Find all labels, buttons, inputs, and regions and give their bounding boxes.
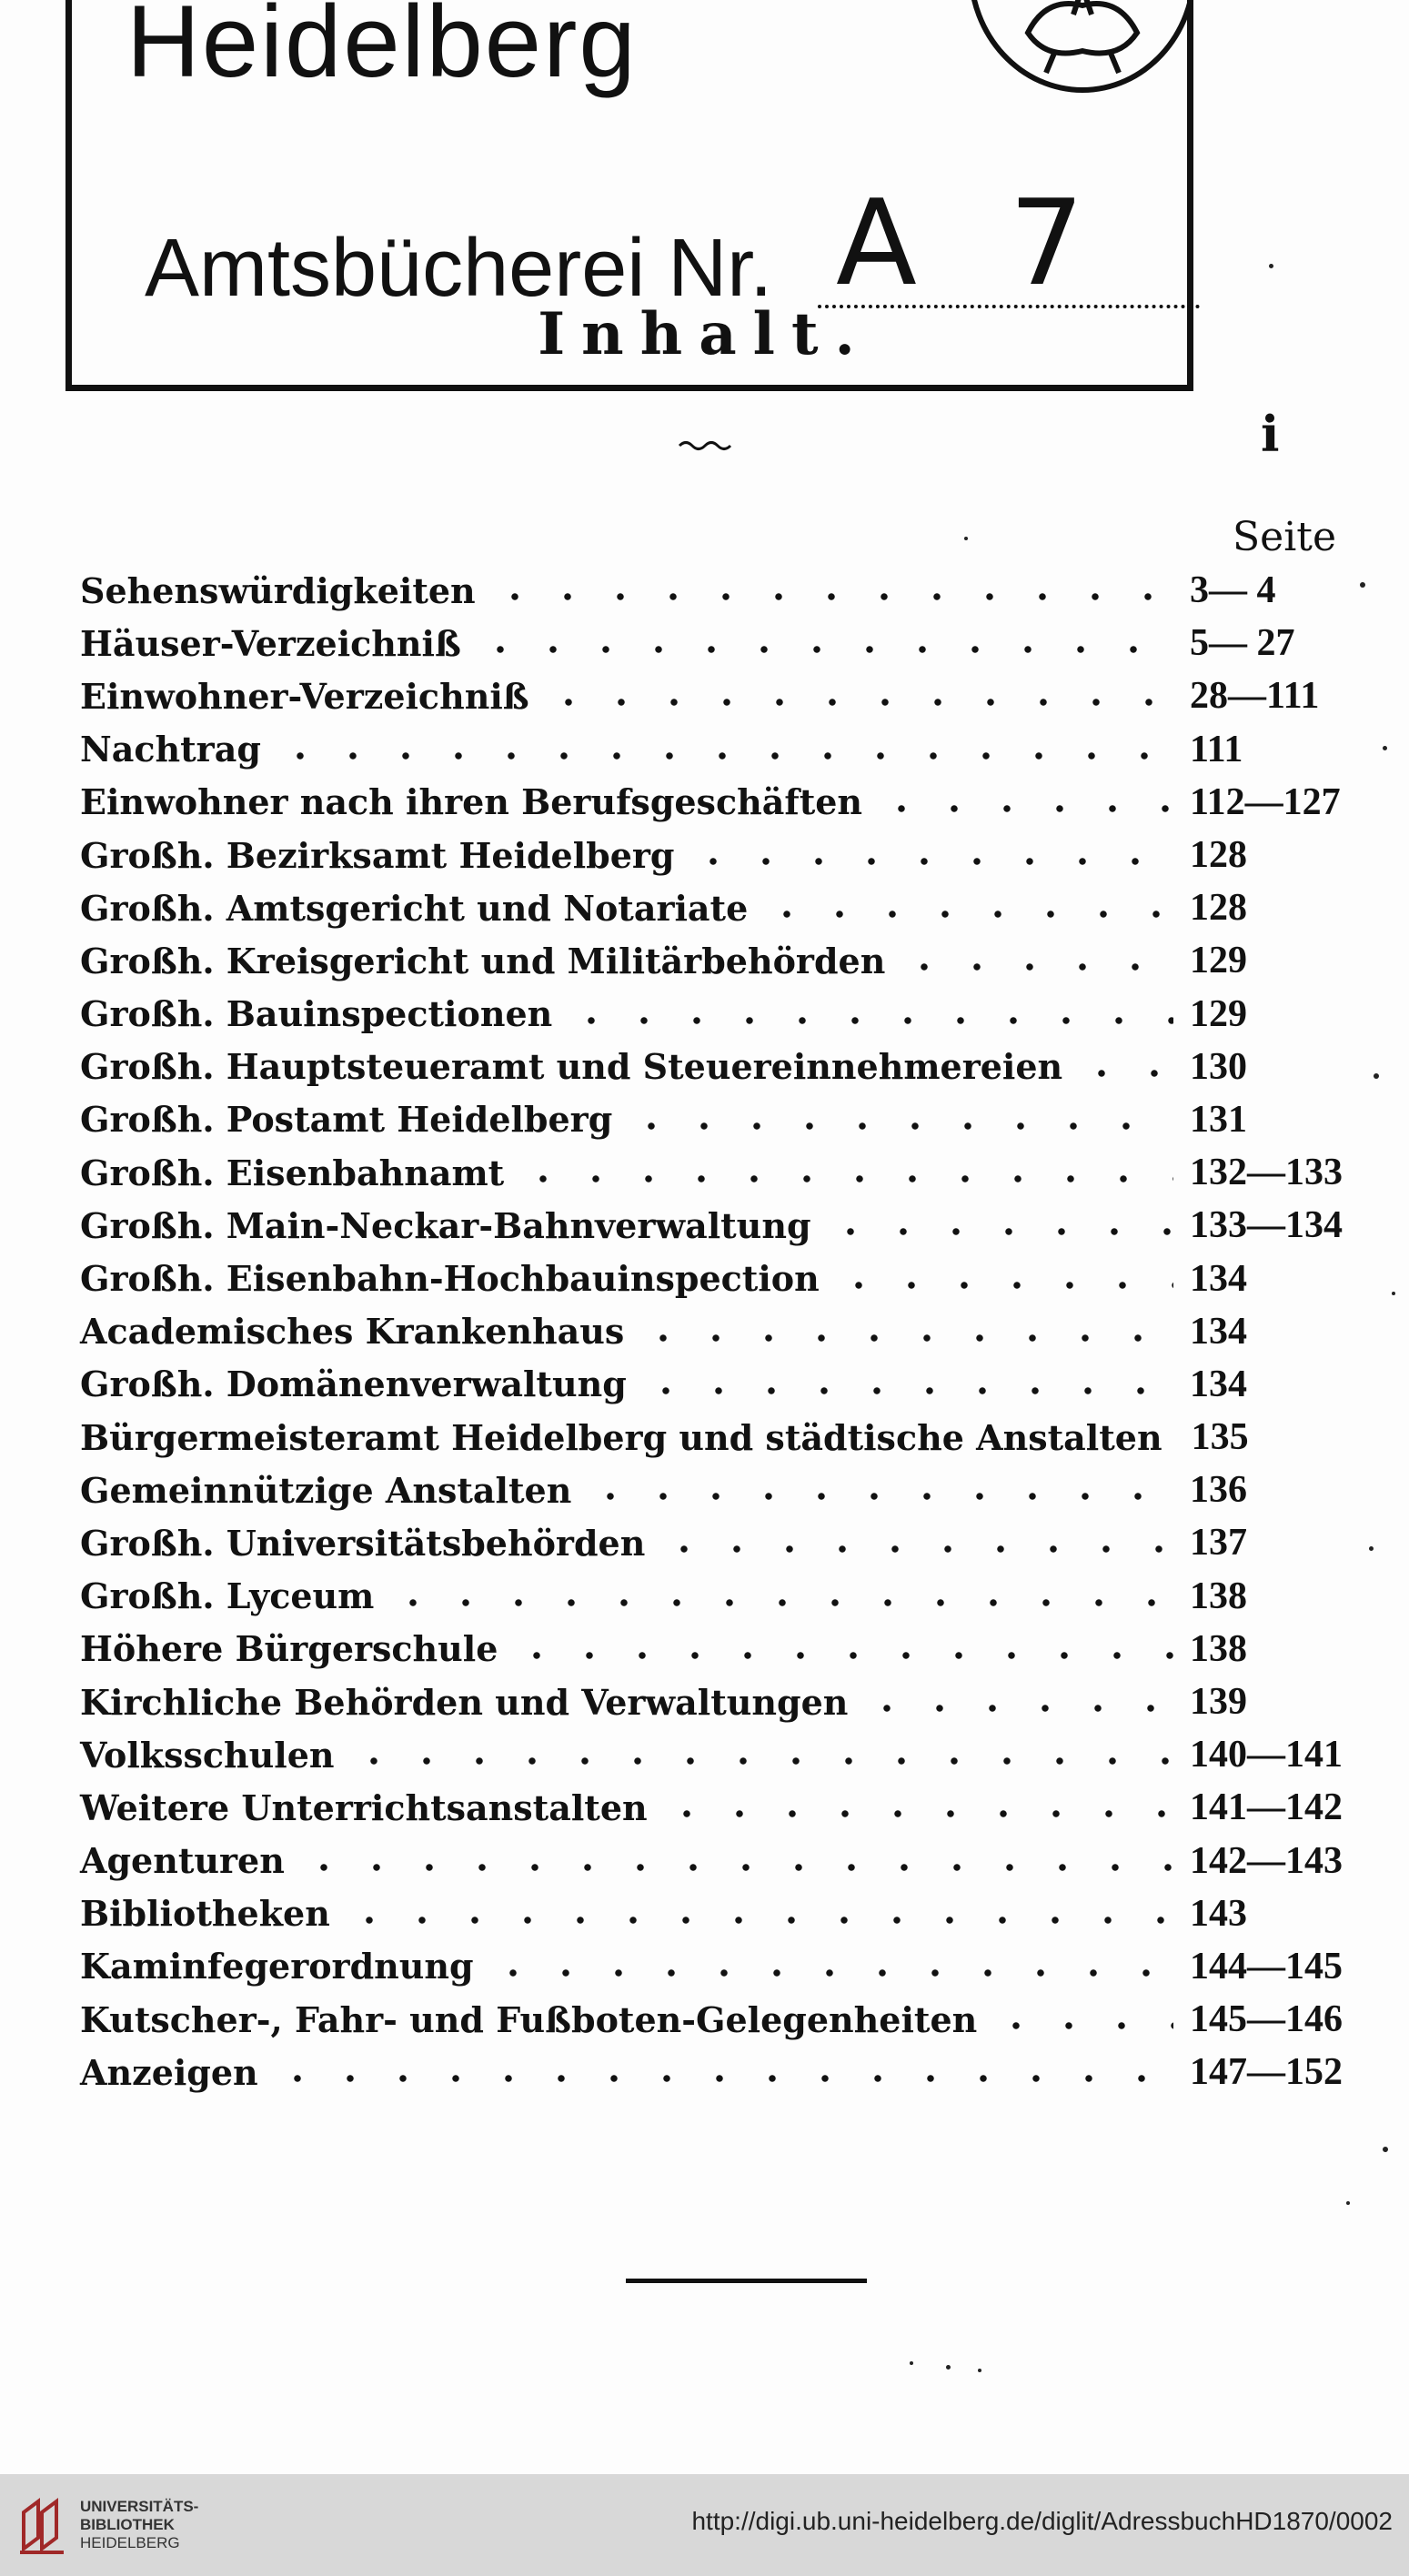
toc-entry-title: Höhere Bürgerschule (80, 1628, 498, 1670)
toc-entry (80, 1093, 1363, 1146)
toc-entry-pages: 143 (1190, 1892, 1247, 1935)
dot-leader (347, 1756, 1173, 1766)
toc-entry-title: Großh. Lyceum (80, 1575, 375, 1617)
toc-entry-pages: 142—143 (1190, 1839, 1343, 1882)
source-url-link[interactable]: http://digi.ub.uni-heidelberg.de/diglit/AdressbuchHD1870/0002 (691, 2507, 1393, 2535)
toc-entry (80, 1305, 1363, 1358)
toc-entry (80, 1887, 1363, 1940)
toc-entry-pages: 131 (1190, 1098, 1247, 1141)
dot-leader (487, 1968, 1173, 1977)
toc-entry-pages: 3— 4 (1190, 569, 1276, 612)
toc-entry-title: Kaminfegerordnung (80, 1946, 474, 1987)
toc-entry (80, 1675, 1363, 1728)
toc-entry (80, 1728, 1363, 1781)
dot-leader (639, 1386, 1173, 1395)
toc-entry-pages: 138 (1190, 1575, 1247, 1617)
library-name-line3: HEIDELBERG (80, 2534, 180, 2551)
dot-leader (565, 1016, 1173, 1025)
toc-entry (80, 1199, 1363, 1252)
toc-entry (80, 988, 1363, 1041)
toc-entry (80, 617, 1363, 669)
toc-entry (80, 1146, 1363, 1199)
toc-entry-title: Academisches Krankenhaus (80, 1311, 625, 1353)
toc-entry (80, 881, 1363, 934)
toc-entry (80, 829, 1363, 881)
toc-entry-title: Weitere Unterrichtsanstalten (80, 1786, 648, 1828)
crest-icon (968, 0, 1197, 93)
toc-entry-pages: 111 (1190, 728, 1243, 770)
toc-entry-title: Einwohner nach ihren Berufsgeschäften (80, 781, 863, 823)
toc-entry (80, 1940, 1363, 1993)
toc-entry-pages: 137 (1190, 1522, 1247, 1565)
toc-entry-title: Großh. Universitätsbehörden (80, 1522, 646, 1564)
table-of-contents (80, 564, 1363, 2098)
dot-leader (271, 2074, 1173, 2083)
toc-entry-title: Anzeigen (80, 2051, 258, 2093)
dot-leader (824, 1227, 1173, 1236)
toc-entry (80, 1516, 1363, 1569)
toc-entry (80, 1464, 1363, 1516)
stamp-city: Heidelberg (126, 0, 638, 98)
toc-entry-pages: 144—145 (1190, 1945, 1343, 1987)
dot-leader (832, 1281, 1173, 1290)
dot-leader (474, 645, 1173, 654)
dot-leader (898, 962, 1173, 971)
toc-entry-pages: 135 (1191, 1416, 1249, 1459)
dot-leader (860, 1704, 1173, 1713)
toc-entry-title: Gemeinnützige Anstalten (80, 1469, 572, 1511)
university-library-logo-icon (16, 2494, 69, 2556)
page-marker: i (1261, 405, 1280, 463)
closing-rule (626, 2279, 867, 2283)
toc-entry-title: Einwohner-Verzeichniß (80, 675, 529, 717)
toc-entry-pages: 145—146 (1190, 1998, 1343, 2041)
toc-entry-pages: 112—127 (1190, 780, 1341, 823)
toc-entry-title: Großh. Bezirksamt Heidelberg (80, 834, 675, 876)
footer-bar (0, 2474, 1409, 2576)
toc-entry-title: Großh. Postamt Heidelberg (80, 1099, 613, 1141)
page-column-header: Seite (1233, 514, 1336, 560)
toc-entry-title: Sehenswürdigkeiten (80, 569, 476, 611)
dot-leader (637, 1333, 1173, 1343)
stamp-label: Amtsbücherei Nr. (145, 223, 773, 314)
toc-entry-title: Großh. Main-Neckar-Bahnverwaltung (80, 1204, 811, 1246)
toc-entry-pages: 138 (1190, 1627, 1247, 1670)
toc-entry (80, 776, 1363, 829)
dot-leader (584, 1492, 1173, 1501)
dot-leader (542, 698, 1173, 707)
dot-leader (517, 1174, 1173, 1183)
toc-entry-pages: 132—133 (1190, 1152, 1343, 1194)
tilde-ornament-icon (678, 438, 732, 451)
toc-entry-pages: 128 (1190, 834, 1247, 877)
toc-entry-pages: 133—134 (1190, 1204, 1343, 1247)
toc-entry-pages: 130 (1190, 1045, 1247, 1088)
toc-entry (80, 669, 1363, 722)
toc-entry-title: Nachtrag (80, 729, 261, 770)
dot-leader (1075, 1069, 1173, 1078)
toc-entry-title: Großh. Eisenbahn-Hochbauinspection (80, 1258, 820, 1300)
toc-entry (80, 1835, 1363, 1887)
stamp-number: A 7 (836, 174, 1112, 312)
dot-leader (343, 1916, 1173, 1925)
toc-entry-title: Großh. Domänenverwaltung (80, 1363, 627, 1405)
toc-entry-pages: 129 (1190, 992, 1247, 1035)
toc-entry (80, 1623, 1363, 1675)
toc-entry-title: Bibliotheken (80, 1893, 330, 1935)
toc-entry (80, 564, 1363, 617)
toc-entry-title: Bürgermeisteramt Heidelberg und städtische Anstalten (80, 1416, 1162, 1458)
toc-entry-pages: 5— 27 (1190, 622, 1295, 665)
toc-entry-title: Häuser-Verzeichniß (80, 622, 461, 664)
dot-leader (875, 804, 1173, 813)
library-name (80, 2498, 198, 2552)
toc-entry-pages: 141—142 (1190, 1786, 1343, 1829)
toc-entry (80, 1411, 1363, 1464)
toc-entry-title: Großh. Eisenbahnamt (80, 1152, 505, 1193)
dot-leader (660, 1809, 1173, 1818)
toc-entry-title: Großh. Hauptsteueramt und Steuereinnehmereien (80, 1046, 1063, 1088)
library-name-line2: BIBLIOTHEK (80, 2516, 175, 2533)
dot-leader (297, 1863, 1173, 1872)
toc-entry-title: Agenturen (80, 1840, 285, 1882)
toc-entry (80, 1358, 1363, 1411)
toc-entry-pages: 139 (1190, 1681, 1247, 1724)
toc-entry-title: Großh. Kreisgericht und Militärbehörden (80, 940, 886, 981)
dot-leader (274, 751, 1173, 760)
dot-leader (625, 1122, 1173, 1131)
toc-entry-title: Großh. Bauinspectionen (80, 993, 553, 1035)
toc-entry (80, 2046, 1363, 2098)
toc-entry-title: Volksschulen (80, 1734, 335, 1776)
toc-entry-title: Kirchliche Behörden und Verwaltungen (80, 1681, 849, 1723)
page-heading: Inhalt. (538, 300, 871, 368)
dot-leader (658, 1545, 1173, 1554)
toc-entry-pages: 136 (1190, 1469, 1247, 1512)
toc-entry-title: Kutscher-, Fahr- und Fußboten-Gelegenheiten (80, 1998, 978, 2040)
library-name-line1: UNIVERSITÄTS- (80, 2498, 199, 2515)
toc-entry-pages: 140—141 (1190, 1734, 1343, 1776)
dot-leader (510, 1651, 1173, 1660)
dot-leader (990, 2021, 1173, 2030)
toc-entry (80, 1041, 1363, 1093)
toc-entry-pages: 129 (1190, 940, 1247, 982)
toc-entry (80, 723, 1363, 776)
toc-entry (80, 1993, 1363, 2046)
toc-entry (80, 1252, 1363, 1304)
toc-entry-pages: 147—152 (1190, 2051, 1343, 2094)
toc-entry-pages: 134 (1190, 1257, 1247, 1300)
toc-entry-pages: 134 (1190, 1310, 1247, 1353)
toc-entry-pages: 28—111 (1190, 675, 1320, 718)
toc-entry (80, 1570, 1363, 1623)
toc-entry-pages: 134 (1190, 1363, 1247, 1405)
toc-entry (80, 1781, 1363, 1834)
toc-entry (80, 934, 1363, 987)
dot-leader (488, 592, 1173, 601)
dot-leader (760, 910, 1173, 919)
dot-leader (687, 857, 1173, 866)
toc-entry-title: Großh. Amtsgericht und Notariate (80, 887, 749, 929)
dot-leader (387, 1598, 1173, 1607)
toc-entry-pages: 128 (1190, 887, 1247, 930)
